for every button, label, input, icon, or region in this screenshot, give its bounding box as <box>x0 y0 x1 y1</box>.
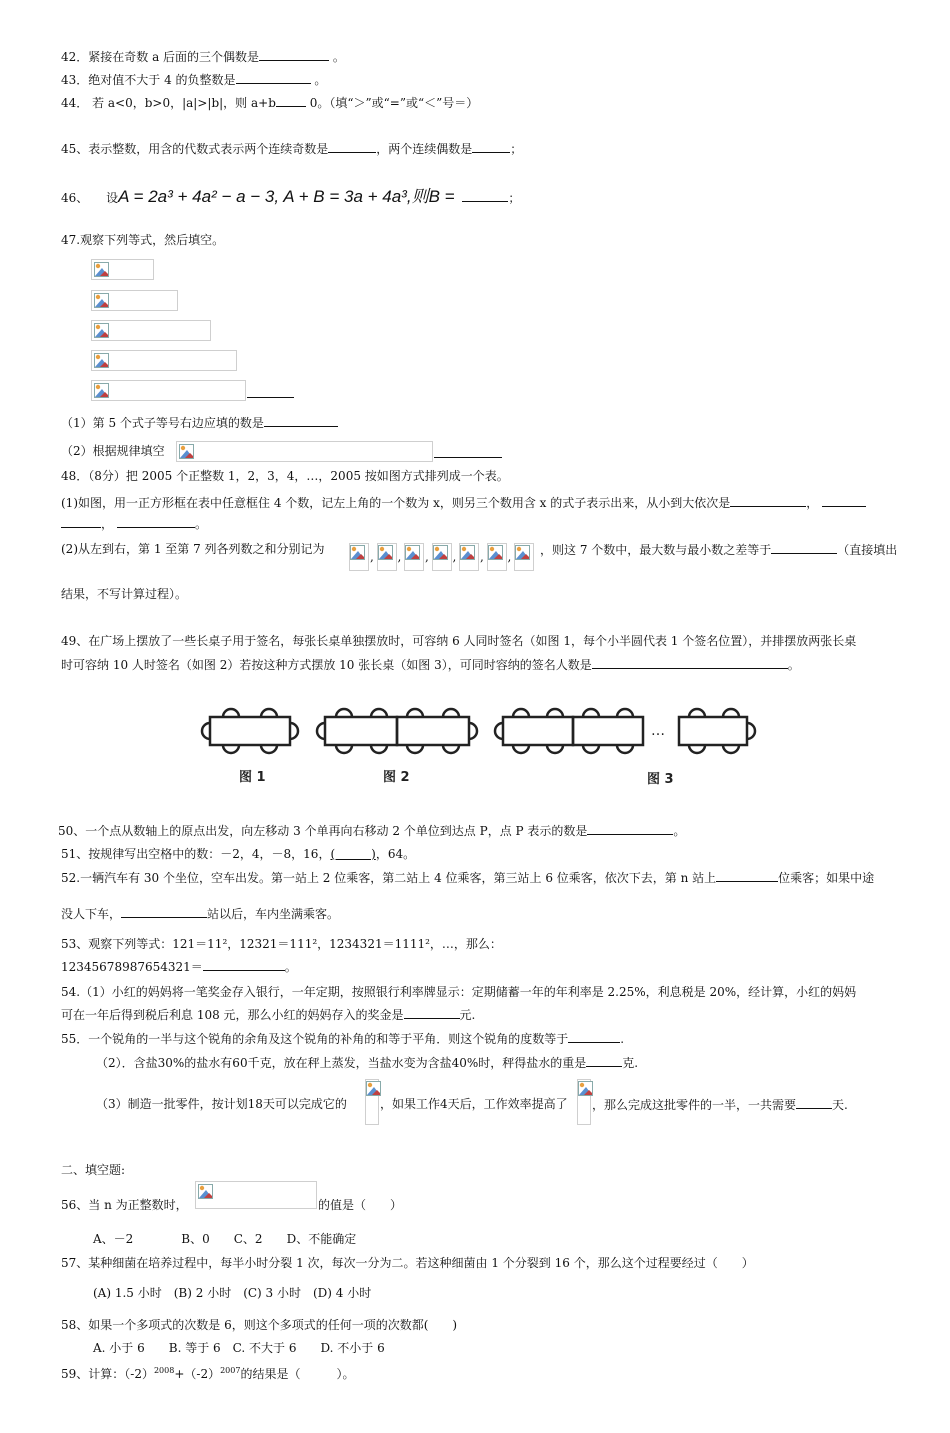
question-57: 57、某种细菌在培养过程中，每半小时分裂 1 次，每次一分为二。若这种细菌由 1 个分裂到 16 个，那么这个过程要经过（ ） <box>61 1256 754 1270</box>
q43-tail: 。 <box>314 73 327 87</box>
answer-blank[interactable] <box>822 494 866 507</box>
image-placeholder-icon <box>578 1081 593 1096</box>
column-sum-image <box>487 543 507 571</box>
column-sum-image <box>432 543 452 571</box>
question-46 <box>61 185 520 210</box>
question-55-line2 <box>96 1054 638 1071</box>
q42-text: 42．紧接在奇数 a 后面的三个偶数是 <box>61 50 260 64</box>
equation-image <box>176 441 433 462</box>
equation-image <box>91 320 211 341</box>
q59-post: 的结果是（ ）。 <box>240 1367 355 1381</box>
answer-blank[interactable] <box>328 140 376 153</box>
q52-l1-text: 52.一辆汽车有 30 个坐位，空车出发。第一站上 2 位乘客，第二站上 4 位乘客，第三站上 6 位乘客，依次下去，第 n 站上 <box>61 871 717 885</box>
q55-l2-text: （2）．含盐30%的盐水有60千克，放在秤上蒸发，当盐水变为含盐40%时，秤得盐水的重是 <box>96 1056 587 1070</box>
answer-blank[interactable] <box>771 541 837 554</box>
ellipsis-dots: … <box>651 723 665 739</box>
q46-pre: 设 <box>106 191 119 205</box>
question-48-line2 <box>61 494 866 511</box>
q55-l1-tail: . <box>620 1032 625 1046</box>
q48-l4b-text: ，则这 7 个数中，最大数与最小数之差等于 <box>540 543 772 557</box>
image-placeholder-icon <box>94 353 109 368</box>
answer-blank[interactable] <box>592 656 788 669</box>
q51-text: 51、按规律写出空格中的数：－2，4，－8，16， <box>61 847 331 861</box>
fig1-label: 图 1 <box>239 770 266 785</box>
q44-text: 44． 若 a<0，b>0，|a|>|b|，则 a+b <box>61 96 276 110</box>
answer-blank[interactable] <box>117 515 195 528</box>
q44-tail: 0。（填“＞”或“=”或“＜”号＝） <box>309 96 479 110</box>
comma-separator: , <box>507 550 512 564</box>
q48-l2-text: (1)如图，用一正方形框在表中任意框住 4 个数，记左上角的一个数为 x，则另三个数用含 x 的式子表示出来，从小到大依次是 <box>61 496 731 510</box>
fraction-image <box>365 1079 379 1125</box>
image-placeholder-icon <box>94 293 109 308</box>
image-placeholder-icon <box>433 545 448 560</box>
question-55-line3c <box>592 1096 848 1113</box>
image-placeholder-icon <box>94 383 109 398</box>
q52-l1-tail: 位乘客；如果中途 <box>778 871 875 885</box>
q50-text: 50、一个点从数轴上的原点出发，向左移动 3 个单再向右移动 2 个单位到达点 P，点 P 表示的数是 <box>58 824 588 838</box>
answer-blank[interactable] <box>247 397 294 398</box>
image-placeholder-icon <box>350 545 365 560</box>
question-58: 58、如果一个多项式的次数是 6，则这个多项式的任何一项的次数都( ) <box>61 1318 458 1332</box>
image-placeholder-icon <box>515 545 530 560</box>
answer-blank[interactable] <box>472 140 510 153</box>
q48-l4c-text: （直接填出 <box>837 543 898 557</box>
q42-tail: 。 <box>332 50 345 64</box>
question-43 <box>61 71 326 88</box>
q51-paren-blank[interactable]: ( ) <box>330 847 376 861</box>
question-53-line1: 53、观察下列等式：121＝11²，12321＝111²，1234321＝1111²，…，那么： <box>61 937 502 951</box>
comma-separator: , <box>397 550 402 564</box>
q55-l1-text: 55．一个锐角的一半与这个锐角的余角及这个锐角的补角的和等于平角．则这个锐角的度数等于 <box>61 1032 569 1046</box>
question-59 <box>61 1363 354 1382</box>
answer-blank[interactable] <box>730 494 806 507</box>
answer-blank[interactable] <box>61 515 101 528</box>
question-50 <box>58 822 685 839</box>
q46-number: 46、 <box>61 191 89 205</box>
comma-separator: , <box>452 550 457 564</box>
image-placeholder-icon <box>366 1081 381 1096</box>
question-58-options[interactable]: A. 小于 6 B. 等于 6 C. 不大于 6 D. 不小于 6 <box>93 1341 385 1355</box>
question-56-post: 的值是（ ） <box>318 1198 403 1212</box>
q51-tail: ，64。 <box>375 847 416 861</box>
image-placeholder-icon <box>179 444 194 459</box>
question-47-part2 <box>61 443 165 459</box>
q49-l2-text: 时可容纳 10 人时签名（如图 2）若按这种方式摆放 10 张长桌（如图 3），可同时容纳的签名人数是 <box>61 658 592 672</box>
q46-tail: ； <box>508 191 521 205</box>
equation-image <box>91 380 246 401</box>
column-sum-image <box>404 543 424 571</box>
q45-tail: ； <box>510 142 523 156</box>
fig3-label: 图 3 <box>647 772 674 787</box>
tables-figure <box>195 695 785 790</box>
answer-blank[interactable] <box>586 1054 622 1067</box>
q50-tail: 。 <box>673 824 686 838</box>
q54-l2-text: 可在一年后得到税后利息 108 元，那么小红的妈妈存入的奖金是 <box>61 1008 404 1022</box>
answer-blank[interactable] <box>462 189 508 202</box>
question-57-options[interactable]: (A) 1.5 小时 (B) 2 小时 (C) 3 小时 (D) 4 小时 <box>93 1286 372 1300</box>
answer-blank[interactable] <box>276 94 306 107</box>
column-sum-image <box>514 543 534 571</box>
answer-blank[interactable] <box>434 457 502 458</box>
question-52-line2 <box>61 905 339 922</box>
column-sum-image <box>459 543 479 571</box>
q52-l2-pre: 没人下车， <box>61 907 122 921</box>
question-48-line5: 结果，不写计算过程）。 <box>61 587 188 601</box>
question-48-line1: 48．（8分）把 2005 个正整数 1，2，3，4，…，2005 按如图方式排列成一个表。 <box>61 469 509 483</box>
column-sum-image <box>349 543 369 571</box>
question-49-line2 <box>61 656 800 673</box>
question-47-title: 47.观察下列等式，然后填空。 <box>61 233 225 247</box>
q59-exp1: 2008 <box>153 1366 175 1375</box>
table-fig2 <box>317 709 477 753</box>
q48-l2-tail: ， <box>806 496 819 510</box>
comma-separator: , <box>480 550 484 564</box>
question-55-line3a: （3）制造一批零件，按计划18天可以完成它的 <box>96 1097 347 1111</box>
question-56-pre: 56、当 n 为正整数时， <box>61 1198 188 1212</box>
question-45 <box>61 140 522 157</box>
q55-l2-tail: 克. <box>622 1056 639 1070</box>
question-49-line1: 49、在广场上摆放了一些长桌子用于签名，每张长桌单独摆放时，可容纳 6 人同时签名（如图 1，每个小半圆代表 1 个签名位置），并排摆放两张长桌 <box>61 634 857 648</box>
image-placeholder-icon <box>94 323 109 338</box>
answer-blank[interactable] <box>203 958 285 971</box>
q48-l3-end: 。 <box>195 517 208 531</box>
equation-image <box>91 350 237 371</box>
answer-blank[interactable] <box>264 414 338 427</box>
q54-l2-tail: 元. <box>459 1008 476 1022</box>
q59-mid: +（-2） <box>174 1367 221 1381</box>
question-53-line2 <box>61 958 297 975</box>
expression-image <box>195 1181 317 1209</box>
q55-l3c-text: ，那么完成这批零件的一半，一共需要 <box>592 1098 797 1112</box>
image-placeholder-icon <box>198 1184 213 1199</box>
fig2-label: 图 2 <box>383 770 410 785</box>
column-sum-image <box>377 543 397 571</box>
question-47-part1 <box>61 414 338 431</box>
q45-mid: ，两个连续偶数是 <box>376 142 473 156</box>
table-fig1 <box>202 709 298 753</box>
q53-l2-text: 12345678987654321＝ <box>61 960 203 974</box>
q53-tail: 。 <box>284 960 297 974</box>
image-placeholder-icon <box>460 545 475 560</box>
image-placeholder-icon <box>405 545 420 560</box>
answer-blank[interactable] <box>236 71 311 84</box>
q46-formula: A = 2a³ + 4a² − a − 3, A + B = 3a + 4a³,则B = <box>118 187 455 206</box>
question-51 <box>61 846 415 862</box>
question-55-line3b: ，如果工作4天后，工作效率提高了 <box>380 1097 568 1111</box>
question-48-line3 <box>61 515 207 532</box>
equation-image <box>91 259 154 280</box>
q55-l3-tail: 天. <box>832 1098 848 1112</box>
question-54-line1: 54.（1）小红的妈妈将一笔奖金存入银行，一年定期，按照银行利率牌显示：定期储蓄一年的年利率是 2.25%，利息税是 20%，经计算，小红的妈妈 <box>61 985 857 999</box>
comma-separator: , <box>370 550 374 564</box>
answer-blank[interactable] <box>716 869 778 882</box>
question-55-line1 <box>61 1030 624 1047</box>
q43-text: 43．绝对值不大于 4 的负整数是 <box>61 73 236 87</box>
image-placeholder-icon <box>378 545 393 560</box>
question-42 <box>61 48 345 65</box>
comma-separator: , <box>425 550 429 564</box>
fraction-image <box>577 1079 591 1125</box>
answer-blank[interactable] <box>796 1096 832 1109</box>
answer-blank[interactable] <box>121 905 207 918</box>
q45-text: 45、表示整数，用含的代数式表示两个连续奇数是 <box>61 142 329 156</box>
q47-p1-text: （1）第 5 个式子等号右边应填的数是 <box>61 416 264 430</box>
table-fig3 <box>495 709 755 753</box>
q59-exp2: 2007 <box>220 1366 241 1375</box>
question-48-line4b <box>540 541 897 558</box>
image-placeholder-icon <box>94 262 109 277</box>
question-54-line2 <box>61 1006 475 1023</box>
q49-l2-tail: 。 <box>787 658 800 672</box>
question-56-options[interactable]: A、－2 B、0 C、2 D、不能确定 <box>93 1232 357 1246</box>
answer-blank[interactable] <box>259 48 329 61</box>
question-48-line4a: (2)从左到右，第 1 至第 7 列各列数之和分别记为 <box>61 542 325 556</box>
equation-image <box>91 290 178 311</box>
question-52-line1 <box>61 869 874 886</box>
q48-l3-tail: ， <box>101 517 114 531</box>
question-44 <box>61 94 478 111</box>
answer-blank[interactable] <box>404 1006 460 1019</box>
answer-blank[interactable] <box>568 1030 620 1043</box>
answer-blank[interactable] <box>587 822 673 835</box>
q47-p2-text: （2）根据规律填空 <box>61 444 165 458</box>
image-placeholder-icon <box>488 545 503 560</box>
q52-l2-tail: 站以后，车内坐满乘客。 <box>207 907 340 921</box>
q59-pre: 59、计算：（-2） <box>61 1367 154 1381</box>
section-heading: 二、填空题: <box>61 1163 126 1177</box>
